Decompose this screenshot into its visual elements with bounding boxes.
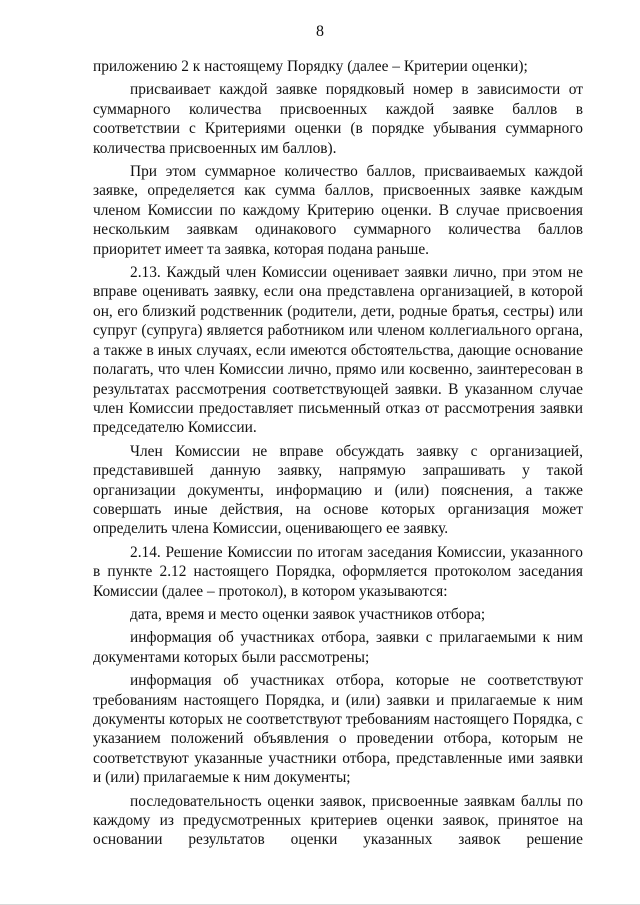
document-body bbox=[93, 57, 583, 854]
paragraph-member-restrictions: Член Комиссии не вправе обсуждать заявку с организацией, представившей данную заявку, напрямую запрашивать у такой организации документы, информацию и (или) пояснения, а также совершать иные действия, на основе которых организация может определить члена Комиссии, оценивающего ее заявку. bbox=[93, 442, 583, 538]
paragraph-date-time-place: дата, время и место оценки заявок участников отбора; bbox=[130, 605, 486, 623]
paragraph-evaluation-sequence: последовательность оценки заявок, присвоенные заявкам баллы по каждому из предусмотренных критериев оценки заявок, принятое на основании результатов оценки указанных заявок решение bbox=[93, 792, 583, 849]
paragraph-section-2-14: 2.14. Решение Комиссии по итогам заседания Комиссии, указанного в пункте 2.12 настоящего Порядка, оформляется протоколом заседания Комиссии (далее – протокол), в котором указываются: bbox=[93, 543, 583, 600]
paragraph-participants-noncompliant: информация об участниках отбора, которые не соответствуют требованиям настоящего Порядка, и (или) заявки и прилагаемые к ним документы которых не соответствуют требованиям настоящего Порядка, с указанием положений объявления о проведении отбора, которым не соответствуют указанные участники отбора, представленные ими заявки и (или) прилагаемые к ним документы; bbox=[93, 672, 583, 787]
paragraph-total-score: При этом суммарное количество баллов, присваиваемых каждой заявке, определяется как сумма баллов, присвоенных заявке каждым членом Комиссии по каждому Критерию оценки. В случае присвоения нескольким заявкам одинакового суммарного количества баллов приоритет имеет та заявка, которая подана раньше. bbox=[93, 163, 583, 258]
paragraph-criteria-reference: приложению 2 к настоящему Порядку (далее – Критерии оценки); bbox=[93, 58, 528, 75]
page-number: 8 bbox=[316, 23, 324, 40]
paragraph-participants-reviewed: информация об участниках отбора, заявки с прилагаемыми к ним документами которых были рассмотрены; bbox=[93, 629, 583, 666]
paragraph-section-2-13: 2.13. Каждый член Комиссии оценивает заявки лично, при этом не вправе оценивать заявку, если она представлена организацией, в которой он, его близкий родственник (родители, дети, родные братья, сестры) или супруг (супруга) является работником или членом коллегиального органа, а также в иных случаях, если имеются обстоятельства, дающие основание полагать, что член Комиссии лично, прямо или косвенно, заинтересован в результатах рассмотрения соответствующей заявки. В указанном случае член Комиссии предоставляет письменный отказ от рассмотрения заявки председателю Комиссии. bbox=[93, 264, 583, 437]
paragraph-assign-number: присваивает каждой заявке порядковый номер в зависимости от суммарного количества присвоенных каждой заявке баллов в соответствии с Критериями оценки (в порядке убывания суммарного количества присвоенных им баллов). bbox=[93, 81, 583, 157]
